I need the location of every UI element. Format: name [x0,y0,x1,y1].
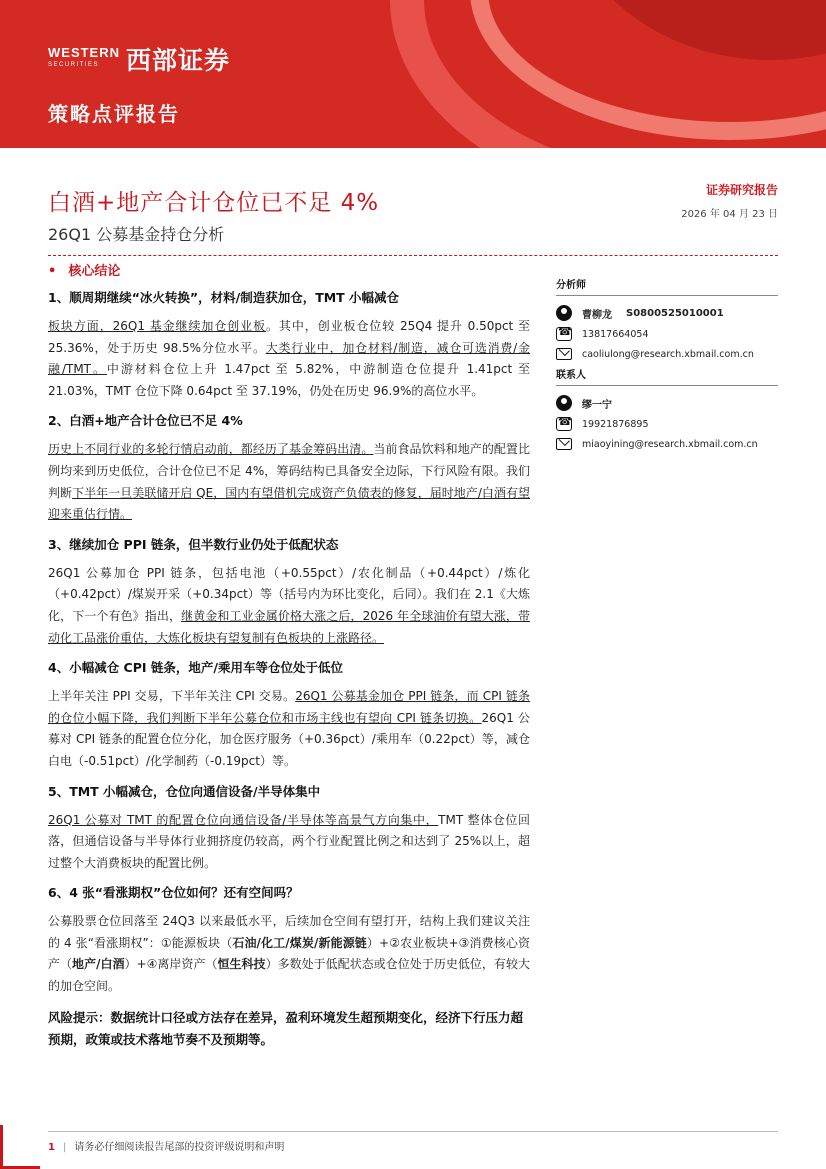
user-icon [556,305,572,321]
contact-name: 缪一宁 [582,399,612,411]
core-conclusion-label: • 核心结论 [48,264,121,279]
analyst-label: 分析师 [556,278,778,296]
section-heading: 2、白酒+地产合计仓位已不足 4% [48,413,243,429]
page-number: 1 [48,1142,55,1153]
email-row [556,344,778,364]
section-paragraph: 上半年关注 PPI 交易，下半年关注 CPI 交易。26Q1 公募基金加仓 PPI 链条，而 CPI 链条的仓位小幅下降，我们判断下半年公募仓位和市场主线也有望向 CPI 链条切换。26Q1 公募对 CPI 链条的配置仓位分化，加仓医疗服务（+0.36pct）/乘用车（0.22pct）等，减仓白电（-0.51pct）/化学制药（-0.19pct）等。 [48,689,530,768]
footer: 1 | 请务必仔细阅读报告尾部的投资评级说明和声明 [48,1142,285,1153]
mail-icon [556,438,572,450]
header-banner [0,0,826,148]
section-paragraph: 公募股票仓位回落至 24Q3 以来最低水平，后续加仓空间有望打开，结构上我们建议关注的 4 张“看涨期权”：①能源板块（石油/化工/煤炭/新能源链）+②农业板块+③消费核心资产（地产/白酒）+④离岸资产（恒生科技）多数处于低配状态或仓位处于历史低位，有较大的加仓空间。 [48,914,530,994]
contact-row [556,392,778,414]
phone-icon [556,327,572,341]
contact-email[interactable]: miaoyining@research.xbmail.com.cn [582,438,758,450]
company-name: 西部证券 [126,46,231,75]
report-subtitle: 26Q1 公募基金持仓分析 [48,225,225,244]
company-logo: WESTERN SECURITIES 西部证券 [48,42,230,76]
research-label: 证券研究报告 [705,183,778,197]
analyst-email[interactable]: caoliulong@research.xbmail.com.cn [582,348,754,360]
analyst-row [556,302,778,324]
risk-warning: 风险提示：数据统计口径或方法存在差异，盈利环境发生超预期变化，经济下行压力超预期，政策或技术落地节奏不及预期等。 [48,1009,524,1047]
disclaimer-text: 请务必仔细阅读报告尾部的投资评级说明和声明 [74,1142,285,1153]
section-paragraph: 26Q1 公募加仓 PPI 链条，包括电池（+0.55pct）/农化制品（+0.44pct）/炼化（+0.42pct）/煤炭开采（+0.34pct）等（括号内为环比变化，后同）。我们在 2.1《大炼化，下一个有色》指出，继黄金和工业金属价格大涨之后，2026 年全球油价有望大涨，带动化工品涨价重估，大炼化板块有望复制有色板块的上涨路径。 [48,565,530,645]
mail-icon [556,348,572,360]
section-paragraph: 26Q1 公募对 TMT 的配置仓位向通信设备/半导体等高景气方向集中，TMT 整体仓位回落，但通信设备与半导体行业拥挤度仍较高，两个行业配置比例之和达到了 25%以上，超过整个大消费板块的配置比例。 [48,812,530,870]
analyst-phone: 13817664054 [582,328,649,340]
report-date: 2026 年 04 月 23 日 [681,209,778,220]
user-icon [556,395,572,411]
analyst-cert: S0800525010001 [626,307,724,319]
email-row [556,434,778,454]
main-content [48,288,530,1051]
corner-decoration [0,1125,8,1169]
section-heading: 6、4 张“看涨期权”仓位如何？还有空间吗？ [48,885,299,901]
divider [48,1131,778,1132]
report-title: 白酒+地产合计仓位已不足 4% [48,190,380,216]
section-heading: 5、TMT 小幅减仓，仓位向通信设备/半导体集中 [48,783,321,799]
section-heading: 4、小幅减仓 CPI 链条，地产/乘用车等仓位处于低位 [48,660,343,676]
section-paragraph: 历史上不同行业的多轮行情启动前，都经历了基金筹码出清。当前食品饮料和地产的配置比例均来到历史低位，合计仓位已不足 4%，筹码结构已具备安全边际，下行风险有限。我们判断下半年一旦美联储开启 QE，国内有望借机完成资产负债表的修复，届时地产/白酒有望迎来重估行情。 [48,442,530,522]
section-paragraph: 板块方面，26Q1 基金继续加仓创业板。其中，创业板仓位较 25Q4 提升 0.50pct 至 25.36%，处于历史 98.5%分位水平。大类行业中，加仓材料/制造，减仓可选消费/金融/TMT。中游材料仓位上升 1.47pct 至 5.82%，中游制造仓位提升 1.41pct 至 21.03%，TMT 仓位下降 0.64pct 至 37.19%，仍处在历史 96.9%的高位水平。 [48,319,530,398]
analyst-sidebar [556,278,778,454]
section-heading: 3、继续加仓 PPI 链条，但半数行业仍处于低配状态 [48,536,339,552]
analyst-name: 曹柳龙 [582,309,612,321]
report-type-label: 策略点评报告 [48,102,180,126]
divider [48,255,778,256]
contact-label: 联系人 [556,368,778,386]
phone-icon [556,417,572,431]
phone-row [556,324,778,344]
contact-phone: 19921876895 [582,418,649,430]
phone-row [556,414,778,434]
section-heading: 1、顺周期继续“冰火转换”，材料/制造获加仓，TMT 小幅减仓 [48,290,400,305]
